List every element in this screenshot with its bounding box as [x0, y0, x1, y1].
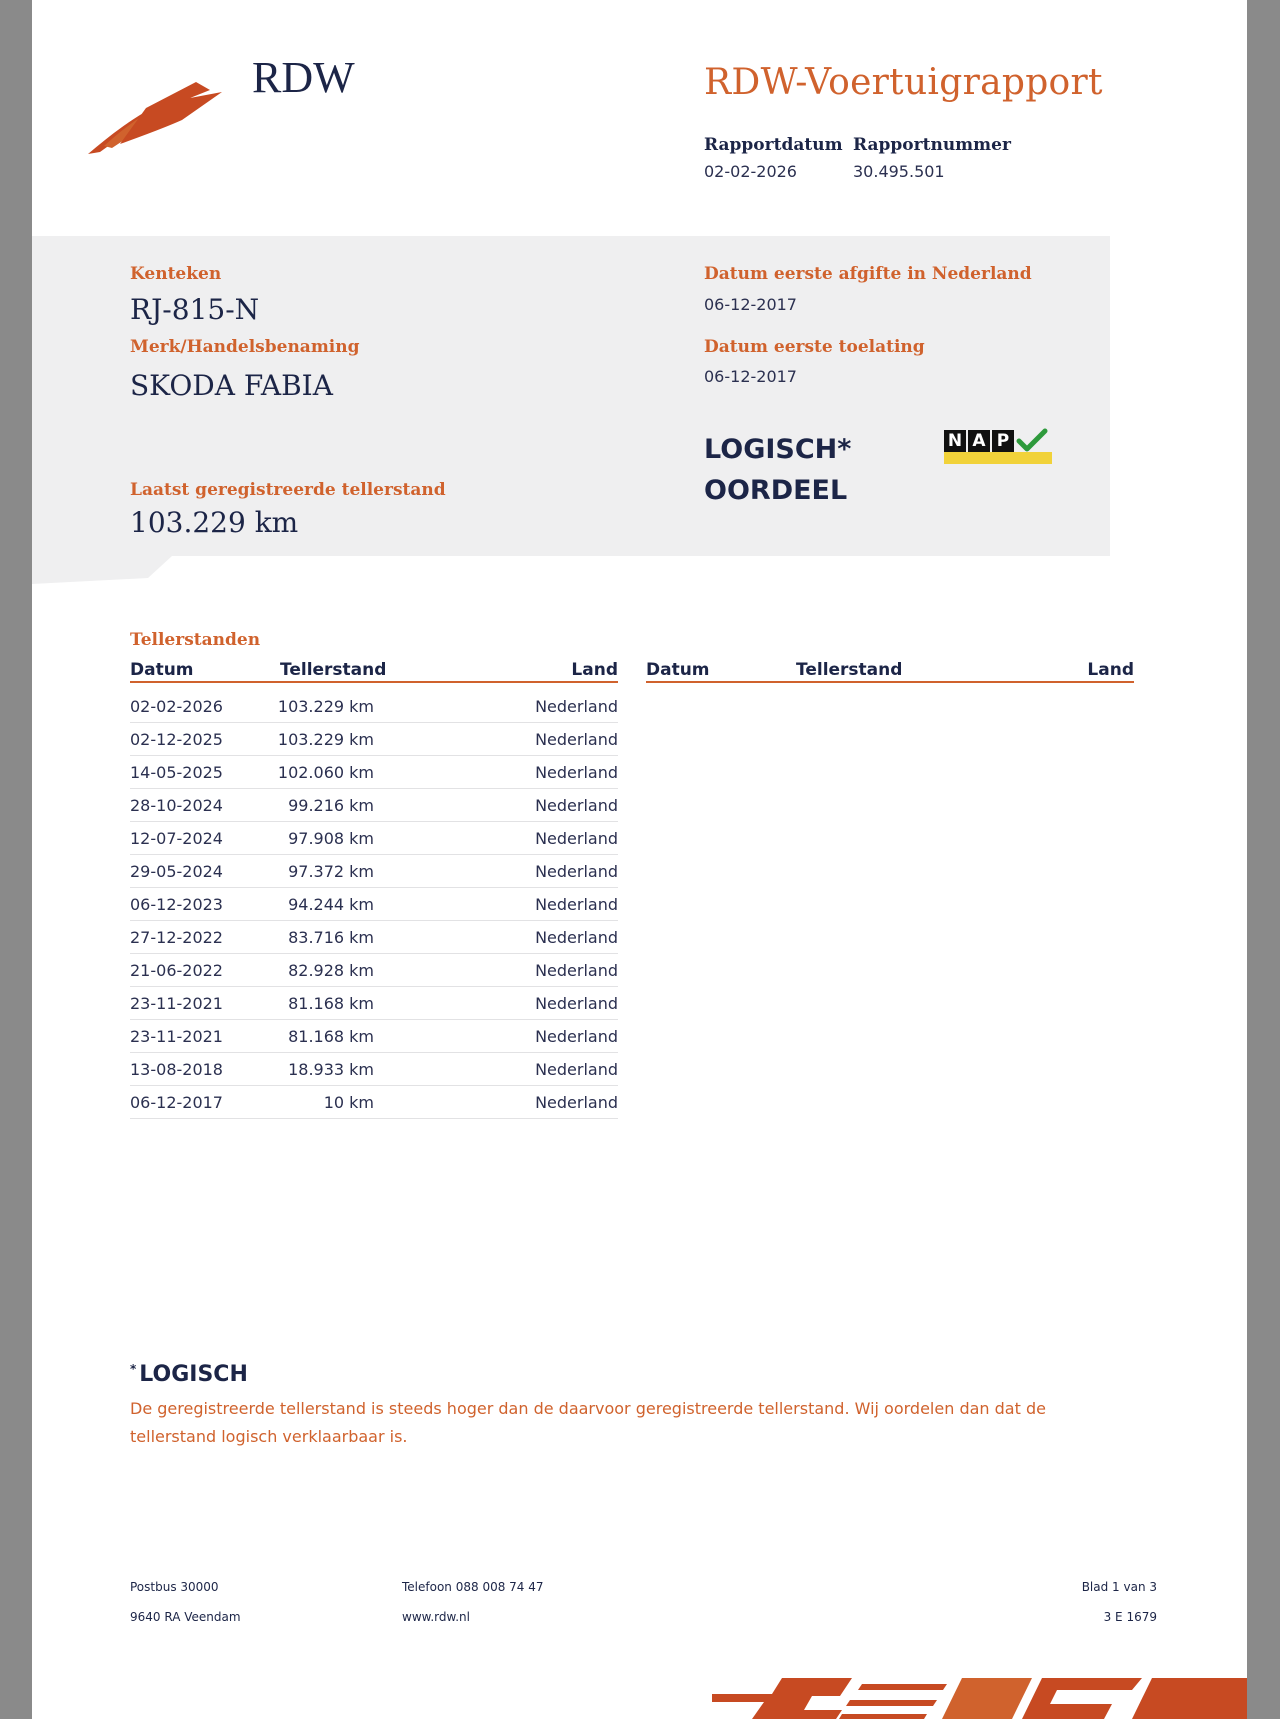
- col-header-reading-2: Tellerstand: [796, 660, 903, 680]
- first-registration-nl-value: 06-12-2017: [704, 295, 797, 314]
- table-row: [130, 987, 618, 1020]
- report-page: [32, 0, 1247, 1719]
- footnote-star: *: [130, 1362, 137, 1376]
- row-date: 27-12-2022: [130, 928, 223, 947]
- report-number-label: Rapportnummer: [853, 135, 1011, 155]
- footer-web: www.rdw.nl: [402, 1610, 470, 1624]
- header-divider-2: [646, 681, 1134, 683]
- row-reading: 102.060 km: [277, 763, 374, 782]
- footnote-title-text: LOGISCH: [139, 1362, 248, 1387]
- report-number: 30.495.501: [853, 162, 945, 181]
- footer-postbus: Postbus 30000: [130, 1580, 219, 1594]
- row-country: Nederland: [535, 928, 618, 947]
- make-value: SKODA FABIA: [130, 369, 333, 402]
- row-reading: 82.928 km: [288, 961, 374, 980]
- row-reading: 83.716 km: [288, 928, 374, 947]
- row-country: Nederland: [535, 1093, 618, 1112]
- row-country: Nederland: [535, 895, 618, 914]
- report-date-label: Rapportdatum: [704, 135, 843, 155]
- row-country: Nederland: [535, 1027, 618, 1046]
- odometer-table-rows: [130, 690, 618, 1119]
- header-divider: [130, 681, 618, 683]
- row-date: 06-12-2017: [130, 1093, 223, 1112]
- table-row: [130, 1020, 618, 1053]
- row-reading: 94.244 km: [288, 895, 374, 914]
- table-row: [130, 954, 618, 987]
- footer-page: Blad 1 van 3: [1081, 1580, 1157, 1594]
- footer-code: 3 E 1679: [1103, 1610, 1157, 1624]
- verdict: [704, 429, 851, 511]
- verdict-line-2: OORDEEL: [704, 475, 848, 506]
- table-row: [130, 921, 618, 954]
- odometer-label: Laatst geregistreerde tellerstand: [130, 480, 446, 500]
- table-row: [130, 1053, 618, 1086]
- row-date: 28-10-2024: [130, 796, 223, 815]
- row-date: 14-05-2025: [130, 763, 223, 782]
- row-date: 23-11-2021: [130, 1027, 223, 1046]
- row-date: 29-05-2024: [130, 862, 223, 881]
- row-reading: 99.216 km: [288, 796, 374, 815]
- row-country: Nederland: [535, 730, 618, 749]
- plate-value: RJ-815-N: [130, 293, 260, 326]
- footer-stripes-decoration: [712, 1676, 1247, 1719]
- row-reading: 10 km: [323, 1093, 374, 1112]
- check-icon: [1016, 428, 1048, 454]
- row-reading: 97.908 km: [288, 829, 374, 848]
- row-country: Nederland: [535, 862, 618, 881]
- verdict-line-1: LOGISCH*: [704, 434, 852, 465]
- row-reading: 103.229 km: [277, 730, 374, 749]
- row-date: 02-02-2026: [130, 697, 223, 716]
- row-date: 23-11-2021: [130, 994, 223, 1013]
- table-row: [130, 855, 618, 888]
- table-row: [130, 690, 618, 723]
- table-row: [130, 789, 618, 822]
- nap-badge: [944, 428, 1052, 468]
- plate-label: Kenteken: [130, 264, 222, 284]
- table-row: [130, 756, 618, 789]
- row-reading: 97.372 km: [288, 862, 374, 881]
- table-row: [130, 1086, 618, 1119]
- row-reading: 103.229 km: [277, 697, 374, 716]
- row-country: Nederland: [535, 697, 618, 716]
- row-reading: 18.933 km: [288, 1060, 374, 1079]
- row-date: 06-12-2023: [130, 895, 223, 914]
- nap-letter-a: A: [968, 430, 990, 452]
- nap-letter-n: N: [944, 430, 966, 452]
- brand-name: RDW: [252, 53, 355, 102]
- first-admission-value: 06-12-2017: [704, 367, 797, 386]
- row-date: 12-07-2024: [130, 829, 223, 848]
- footer-city: 9640 RA Veendam: [130, 1610, 241, 1624]
- row-country: Nederland: [535, 796, 618, 815]
- footnote-text: De geregistreerde tellerstand is steeds hoger dan de daarvoor geregistreerde tellerstand. Wij oordelen dan dat de tellerstand logisch verklaarbaar is.: [130, 1399, 1046, 1446]
- col-header-reading: Tellerstand: [280, 660, 387, 680]
- row-country: Nederland: [535, 763, 618, 782]
- row-date: 02-12-2025: [130, 730, 223, 749]
- row-country: Nederland: [535, 994, 618, 1013]
- first-admission-label: Datum eerste toelating: [704, 337, 925, 357]
- panel-tail-shape: [32, 556, 172, 584]
- row-country: Nederland: [535, 1060, 618, 1079]
- row-date: 13-08-2018: [130, 1060, 223, 1079]
- row-date: 21-06-2022: [130, 961, 223, 980]
- col-header-date-2: Datum: [646, 660, 710, 680]
- report-date: 02-02-2026: [704, 162, 797, 181]
- first-registration-nl-label: Datum eerste afgifte in Nederland: [704, 264, 1032, 284]
- make-label: Merk/Handelsbenaming: [130, 337, 360, 357]
- rdw-logo-icon: [86, 78, 226, 158]
- row-reading: 81.168 km: [288, 1027, 374, 1046]
- col-header-date: Datum: [130, 660, 194, 680]
- odometer-value: 103.229 km: [130, 506, 299, 539]
- footnote-title: [130, 1362, 248, 1387]
- row-reading: 81.168 km: [288, 994, 374, 1013]
- table-row: [130, 723, 618, 756]
- col-header-country: Land: [571, 660, 618, 680]
- table-row: [130, 822, 618, 855]
- nap-letter-p: P: [992, 430, 1014, 452]
- row-country: Nederland: [535, 961, 618, 980]
- odometer-table-title: Tellerstanden: [130, 630, 261, 650]
- report-title: RDW-Voertuigrapport: [704, 62, 1103, 103]
- footer-phone: Telefoon 088 008 74 47: [402, 1580, 544, 1594]
- table-row: [130, 888, 618, 921]
- row-country: Nederland: [535, 829, 618, 848]
- col-header-country-2: Land: [1087, 660, 1134, 680]
